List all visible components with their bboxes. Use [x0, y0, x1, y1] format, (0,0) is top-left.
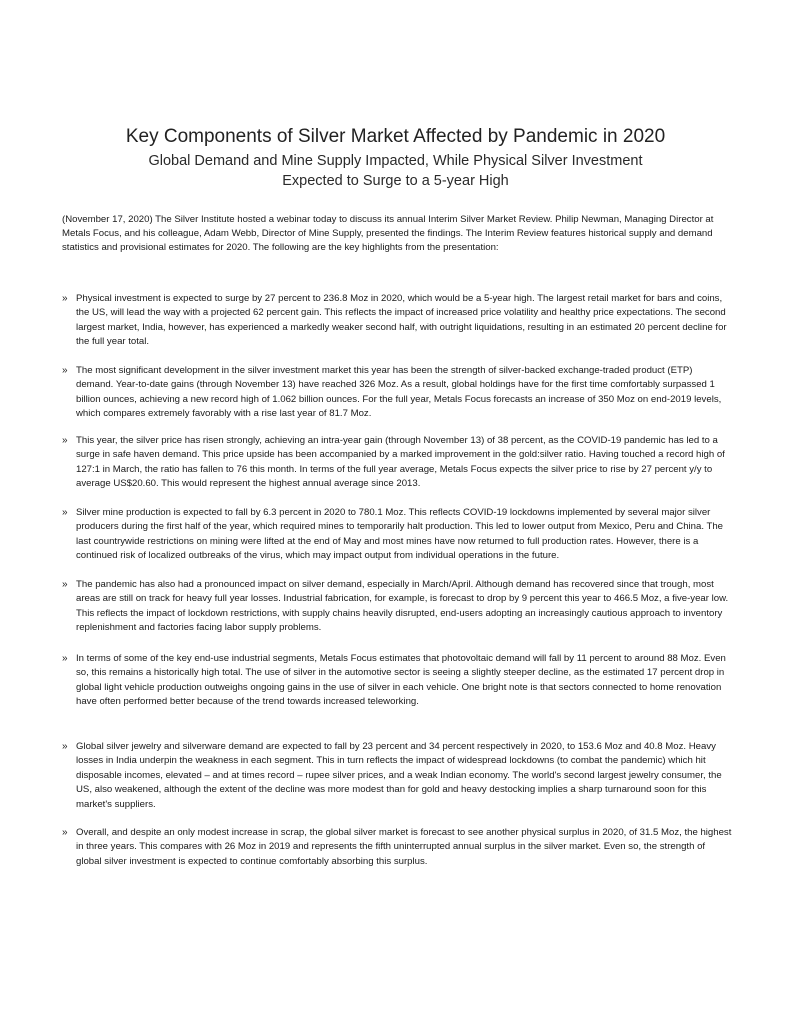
- bullet-marker-icon: »: [62, 827, 68, 838]
- bullet-marker-icon: »: [62, 741, 68, 752]
- bullet-marker-icon: »: [62, 653, 68, 664]
- bullet-text: The most significant development in the silver investment market this year has been the strength of silver-backed exchange-traded product (ETP) demand. Year-to-date gains (through November 13) have reached 326 Moz. As a result, global holdings have for the first time comfortably surpassed 1 billion ounces, achieving a new record high of 1.062 billion ounces. For the full year, Metals Focus forecasts an increase of 350 Moz on end-2019 levels, which compares extremely favorably with a rise last year of 81.7 Moz.: [76, 365, 722, 420]
- subtitle-line-2: Expected to Surge to a 5-year High: [282, 173, 509, 189]
- bullet-text: In terms of some of the key end-use industrial segments, Metals Focus estimates that photovoltaic demand will fall by 11 percent to around 88 Moz. Even so, this remains a historically high total. The use of silver in the automotive sector is seeing a slightly steeper decline, as the estimated 17 percent drop in global light vehicle production outweighs ongoing gains in the use of silver in each vehicle. One bright note is that sectors connected to home renovation have often performed better because of the trend towards increased teleworking.: [76, 653, 726, 708]
- subtitle-line-1: Global Demand and Mine Supply Impacted, While Physical Silver Investment: [148, 153, 643, 169]
- bullet-text: Overall, and despite an only modest increase in scrap, the global silver market is forecast to see another physical surplus in 2020, of 31.5 Moz, the highest in three years. This compares with 26 Moz in 2019 and represents the fifth uninterrupted annual surplus in the silver market. Even so, the strength of global silver investment is expected to continue comfortably absorbing this surplus.: [76, 827, 732, 867]
- bullet-marker-icon: »: [62, 507, 68, 518]
- bullet-marker-icon: »: [62, 435, 68, 446]
- bullet-marker-icon: »: [62, 579, 68, 590]
- intro-paragraph: (November 17, 2020) The Silver Institute hosted a webinar today to discuss its annual Interim Silver Market Review. Philip Newman, Managing Director at Metals Focus, and his colleague, Adam Webb, Director of Mine Supply, presented the findings. The Interim Review features historical supply and demand statistics and provisional estimates for 2020. The following are the key highlights from the presentation:: [62, 214, 714, 253]
- bullet-text: Global silver jewelry and silverware demand are expected to fall by 23 percent and 34 percent respectively in 2020, to 153.6 Moz and 40.8 Moz. Heavy losses in India underpin the weakness in each segment. This in turn reflects the impact of widespread lockdowns (to combat the pandemic) which hit disposable incomes, elevated – and at times record – rupee silver prices, and a weak Indian economy. The world's second largest jewelry consumer, the US, also weakened, although the extent of the decline was more modest than for gold and heavy destocking implies a sharp turnaround soon for this market's suppliers.: [76, 741, 722, 810]
- page-title: Key Components of Silver Market Affected by Pandemic in 2020: [125, 126, 666, 147]
- bullet-text: The pandemic has also had a pronounced impact on silver demand, especially in March/April. Although demand has recovered since that trough, most areas are still on track for heavy full year losses. Industrial fabrication, for example, is forecast to drop by 9 percent this year to 466.5 Moz, a five-year low. This reflects the impact of lockdown restrictions, with supply chains heavily disrupted, end-users adopting an increasingly cautious approach to inventory replenishment and factories facing labor supply problems.: [76, 579, 729, 634]
- bullet-text: Silver mine production is expected to fall by 6.3 percent in 2020 to 780.1 Moz. This reflects COVID-19 lockdowns implemented by several major silver producers during the first half of the year, which required mines to temporarily halt production. This led to lower output from Mexico, Peru and China. The last countrywide restrictions on mining were lifted at the end of May and most mines have now returned to full production rates. However, there is a continued risk of localized outbreaks of the virus, which may impact output from individual operations in the future.: [76, 507, 724, 562]
- page-subtitle: [60, 151, 731, 191]
- bullet-marker-icon: »: [62, 293, 68, 304]
- bullet-text: Physical investment is expected to surge by 27 percent to 236.8 Moz in 2020, which would be a 5-year high. The largest retail market for bars and coins, the US, will lead the way with a projected 62 percent gain. This reflects the impact of increased price volatility and healthy price expectations. The second largest market, India, however, has experienced a markedly weaker second half, with outright liquidations, resulting in an estimated 20 percent decline for the full year total.: [76, 293, 727, 348]
- bullet-marker-icon: »: [62, 365, 68, 376]
- bullet-text: This year, the silver price has risen strongly, achieving an intra-year gain (through November 13) of 38 percent, as the COVID-19 pandemic has led to a surge in safe haven demand. This price upside has been accompanied by a marked improvement in the gold:silver ratio. Having touched a record high of 127:1 in March, the ratio has fallen to 76 this month. In terms of the full year average, Metals Focus expects the silver price to rise by 27 percent y/y to average US$20.60. This would represent the highest annual average since 2013.: [76, 435, 725, 490]
